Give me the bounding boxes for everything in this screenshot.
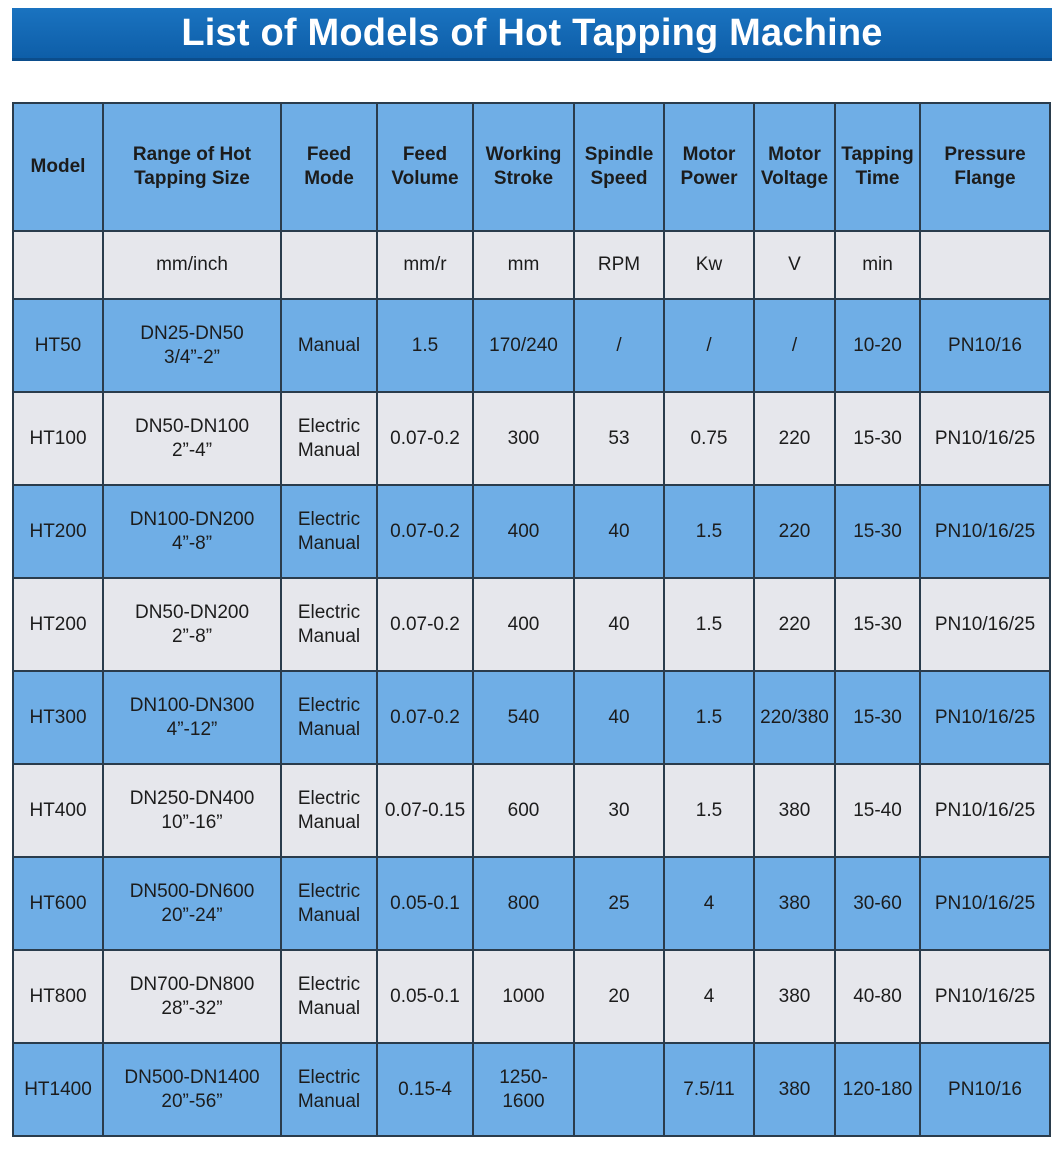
cell-tapping-time: 40-80 (835, 950, 920, 1043)
header-row (13, 103, 1050, 231)
cell-working-stroke: 540 (473, 671, 574, 764)
cell-motor-voltage: 220 (754, 392, 835, 485)
cell-working-stroke: 1250- 1600 (473, 1043, 574, 1136)
cell-spindle-speed: 40 (574, 485, 664, 578)
page-title: List of Models of Hot Tapping Machine (181, 11, 883, 54)
cell-motor-voltage: 220/380 (754, 671, 835, 764)
cell-working-stroke: 400 (473, 578, 574, 671)
models-table (12, 102, 1051, 1137)
unit-cell (13, 231, 103, 299)
cell-feed-mode: Electric Manual (281, 764, 377, 857)
cell-working-stroke: 300 (473, 392, 574, 485)
cell-model: HT200 (13, 578, 103, 671)
header-size-range: Range of Hot Tapping Size (103, 103, 281, 231)
cell-working-stroke: 1000 (473, 950, 574, 1043)
cell-tapping-time: 10-20 (835, 299, 920, 392)
cell-model: HT400 (13, 764, 103, 857)
cell-model: HT1400 (13, 1043, 103, 1136)
cell-tapping-time: 15-30 (835, 485, 920, 578)
cell-feed-volume: 0.07-0.2 (377, 671, 473, 764)
cell-spindle-speed: 25 (574, 857, 664, 950)
cell-motor-voltage: 220 (754, 485, 835, 578)
cell-model: HT200 (13, 485, 103, 578)
cell-working-stroke: 400 (473, 485, 574, 578)
cell-pressure-flange: PN10/16/25 (920, 857, 1050, 950)
cell-model: HT800 (13, 950, 103, 1043)
cell-motor-voltage: 380 (754, 950, 835, 1043)
cell-feed-mode: Electric Manual (281, 392, 377, 485)
cell-feed-mode: Electric Manual (281, 671, 377, 764)
header-model: Model (13, 103, 103, 231)
cell-pressure-flange: PN10/16/25 (920, 392, 1050, 485)
cell-pressure-flange: PN10/16 (920, 1043, 1050, 1136)
cell-size-range: DN250-DN400 10”-16” (103, 764, 281, 857)
models-table-container (12, 102, 1051, 1137)
cell-pressure-flange: PN10/16 (920, 299, 1050, 392)
cell-tapping-time: 15-40 (835, 764, 920, 857)
cell-tapping-time: 15-30 (835, 671, 920, 764)
cell-working-stroke: 800 (473, 857, 574, 950)
cell-motor-voltage: 220 (754, 578, 835, 671)
cell-feed-volume: 0.07-0.2 (377, 578, 473, 671)
cell-feed-volume: 0.05-0.1 (377, 950, 473, 1043)
cell-motor-voltage: / (754, 299, 835, 392)
unit-cell: min (835, 231, 920, 299)
cell-motor-power: 7.5/11 (664, 1043, 754, 1136)
cell-pressure-flange: PN10/16/25 (920, 671, 1050, 764)
cell-feed-volume: 0.07-0.15 (377, 764, 473, 857)
cell-size-range: DN50-DN100 2”-4” (103, 392, 281, 485)
table-row (13, 299, 1050, 392)
table-row (13, 764, 1050, 857)
cell-spindle-speed: 40 (574, 671, 664, 764)
cell-feed-mode: Electric Manual (281, 1043, 377, 1136)
cell-feed-volume: 1.5 (377, 299, 473, 392)
cell-motor-voltage: 380 (754, 857, 835, 950)
cell-working-stroke: 600 (473, 764, 574, 857)
header-feed-mode: Feed Mode (281, 103, 377, 231)
cell-size-range: DN25-DN50 3/4”-2” (103, 299, 281, 392)
unit-cell: Kw (664, 231, 754, 299)
table-row (13, 950, 1050, 1043)
unit-cell: mm/r (377, 231, 473, 299)
cell-size-range: DN500-DN600 20”-24” (103, 857, 281, 950)
cell-feed-volume: 0.05-0.1 (377, 857, 473, 950)
header-feed-volume: Feed Volume (377, 103, 473, 231)
cell-feed-volume: 0.07-0.2 (377, 392, 473, 485)
cell-tapping-time: 30-60 (835, 857, 920, 950)
cell-feed-mode: Electric Manual (281, 857, 377, 950)
cell-model: HT300 (13, 671, 103, 764)
header-tapping-time: Tapping Time (835, 103, 920, 231)
cell-feed-mode: Electric Manual (281, 485, 377, 578)
cell-size-range: DN500-DN1400 20”-56” (103, 1043, 281, 1136)
units-row (13, 231, 1050, 299)
cell-spindle-speed (574, 1043, 664, 1136)
unit-cell: mm (473, 231, 574, 299)
cell-spindle-speed: 40 (574, 578, 664, 671)
cell-motor-voltage: 380 (754, 764, 835, 857)
unit-cell: RPM (574, 231, 664, 299)
cell-model: HT50 (13, 299, 103, 392)
cell-feed-mode: Manual (281, 299, 377, 392)
cell-tapping-time: 120-180 (835, 1043, 920, 1136)
cell-pressure-flange: PN10/16/25 (920, 578, 1050, 671)
cell-spindle-speed: 30 (574, 764, 664, 857)
unit-cell: V (754, 231, 835, 299)
cell-motor-power: 0.75 (664, 392, 754, 485)
table-row (13, 392, 1050, 485)
cell-pressure-flange: PN10/16/25 (920, 950, 1050, 1043)
cell-model: HT600 (13, 857, 103, 950)
cell-tapping-time: 15-30 (835, 578, 920, 671)
cell-motor-power: 4 (664, 857, 754, 950)
table-row (13, 1043, 1050, 1136)
cell-spindle-speed: 20 (574, 950, 664, 1043)
cell-size-range: DN50-DN200 2”-8” (103, 578, 281, 671)
cell-motor-power: 1.5 (664, 764, 754, 857)
header-spindle-speed: Spindle Speed (574, 103, 664, 231)
cell-size-range: DN700-DN800 28”-32” (103, 950, 281, 1043)
header-pressure-flange: Pressure Flange (920, 103, 1050, 231)
cell-feed-volume: 0.15-4 (377, 1043, 473, 1136)
cell-tapping-time: 15-30 (835, 392, 920, 485)
table-row (13, 485, 1050, 578)
cell-feed-volume: 0.07-0.2 (377, 485, 473, 578)
header-motor-power: Motor Power (664, 103, 754, 231)
cell-motor-power: 4 (664, 950, 754, 1043)
title-banner (12, 8, 1052, 61)
cell-motor-power: 1.5 (664, 671, 754, 764)
cell-feed-mode: Electric Manual (281, 578, 377, 671)
cell-motor-power: 1.5 (664, 485, 754, 578)
cell-spindle-speed: / (574, 299, 664, 392)
cell-size-range: DN100-DN200 4”-8” (103, 485, 281, 578)
unit-cell (920, 231, 1050, 299)
table-row (13, 578, 1050, 671)
header-motor-voltage: Motor Voltage (754, 103, 835, 231)
cell-motor-power: / (664, 299, 754, 392)
cell-size-range: DN100-DN300 4”-12” (103, 671, 281, 764)
cell-motor-power: 1.5 (664, 578, 754, 671)
cell-motor-voltage: 380 (754, 1043, 835, 1136)
unit-cell: mm/inch (103, 231, 281, 299)
table-row (13, 671, 1050, 764)
cell-pressure-flange: PN10/16/25 (920, 764, 1050, 857)
cell-spindle-speed: 53 (574, 392, 664, 485)
cell-feed-mode: Electric Manual (281, 950, 377, 1043)
cell-pressure-flange: PN10/16/25 (920, 485, 1050, 578)
unit-cell (281, 231, 377, 299)
cell-model: HT100 (13, 392, 103, 485)
cell-working-stroke: 170/240 (473, 299, 574, 392)
table-row (13, 857, 1050, 950)
header-working-stroke: Working Stroke (473, 103, 574, 231)
